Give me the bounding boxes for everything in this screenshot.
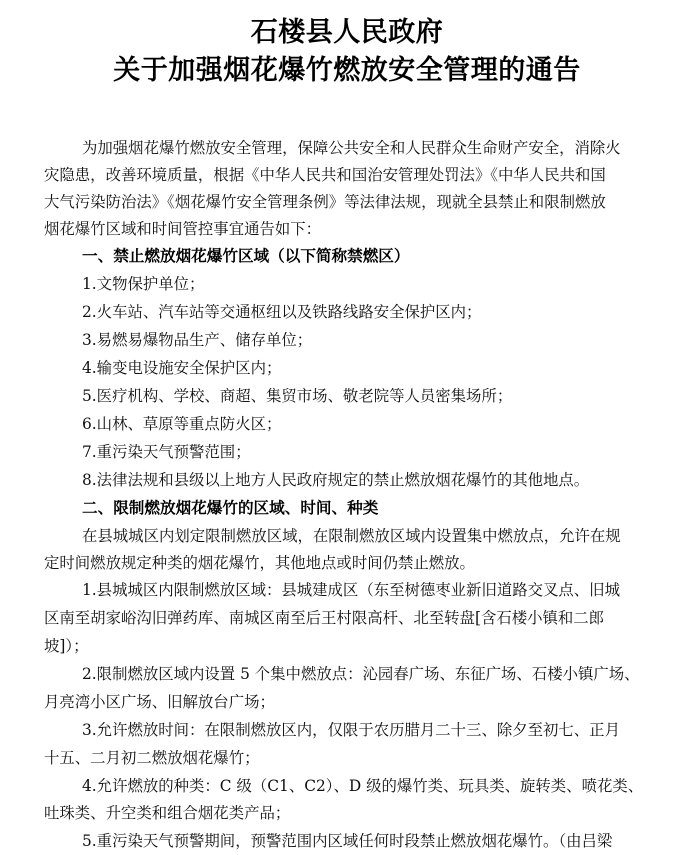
section1-item: 4.输变电设施安全保护区内；: [82, 359, 282, 377]
intro-line: 烟花爆竹区域和时间管控事宜通告如下：: [44, 220, 322, 238]
section1-item: 2.火车站、汽车站等交通枢纽以及铁路线路安全保护区内；: [82, 303, 482, 321]
intro-line: 灾隐患，改善环境质量，根据《中华人民共和国治安管理处罚法》《中华人民共和国: [44, 166, 606, 184]
section2-heading: 二、限制燃放烟花爆竹的区域、时间、种类: [82, 499, 379, 517]
section1-item: 7.重污染天气预警范围；: [82, 443, 251, 461]
section2-item2-line: 月亮湾小区广场、旧解放台广场；: [44, 693, 275, 711]
section2-intro-line: 在县城城区内划定限制燃放区域，在限制燃放区域内设置集中燃放点，允许在规: [82, 527, 621, 545]
notice-title: 关于加强烟花爆竹燃放安全管理的通告: [113, 55, 581, 86]
intro-line: 为加强烟花爆竹燃放安全管理，保障公共安全和人民群众生命财产安全，消除火: [82, 139, 621, 157]
section2-item1-line: 坡]）；: [44, 637, 89, 655]
section1-item: 6.山林、草原等重点防火区；: [82, 415, 282, 433]
section1-item: 1.文物保护单位；: [82, 275, 205, 293]
section2-item3-line: 3.允许燃放时间：在限制燃放区内，仅限于农历腊月二十三、除夕至初七、正月: [82, 721, 620, 739]
intro-line: 大气污染防治法》《烟花爆竹安全管理条例》等法律法规，现就全县禁止和限制燃放: [44, 193, 606, 211]
section1-item: 5.医疗机构、学校、商超、集贸市场、敬老院等人员密集场所；: [82, 387, 513, 405]
section2-intro-line: 定时间燃放规定种类的烟花爆竹，其他地点或时间仍禁止燃放。: [44, 554, 475, 572]
section2-item3-line: 十五、二月初二燃放烟花爆竹；: [44, 749, 260, 767]
section1-item: 8.法律法规和县级以上地方人民政府规定的禁止燃放烟花爆竹的其他地点。: [82, 471, 590, 489]
section1-heading: 一、禁止燃放烟花爆竹区域（以下简称禁燃区）: [82, 247, 410, 265]
section2-item4-line: 吐珠类、升空类和组合烟花类产品；: [44, 804, 291, 822]
section2-item4-line: 4.允许燃放的种类：C 级（C1、C2）、D 级的爆竹类、玩具类、旋转类、喷花类、: [82, 777, 644, 795]
section2-item1-line: 区南至胡家峪沟旧弹药库、南城区南至后王村限高杆、北至转盘[含石楼小镇和二郎: [44, 609, 605, 627]
section2-item1-line: 1.县城城区内限制燃放区域：县城建成区（东至树德枣业新旧道路交叉点、旧城: [82, 581, 620, 599]
section2-item2-line: 2.限制燃放区域内设置 5 个集中燃放点：沁园春广场、东征广场、石楼小镇广场、: [82, 665, 640, 683]
section1-item: 3.易燃易爆物品生产、储存单位；: [82, 331, 313, 349]
issuer-title: 石楼县人民政府: [250, 17, 444, 48]
section2-item5-line: 5.重污染天气预警期间，预警范围内区域任何时段禁止燃放烟花爆竹。（由吕梁: [82, 832, 613, 850]
